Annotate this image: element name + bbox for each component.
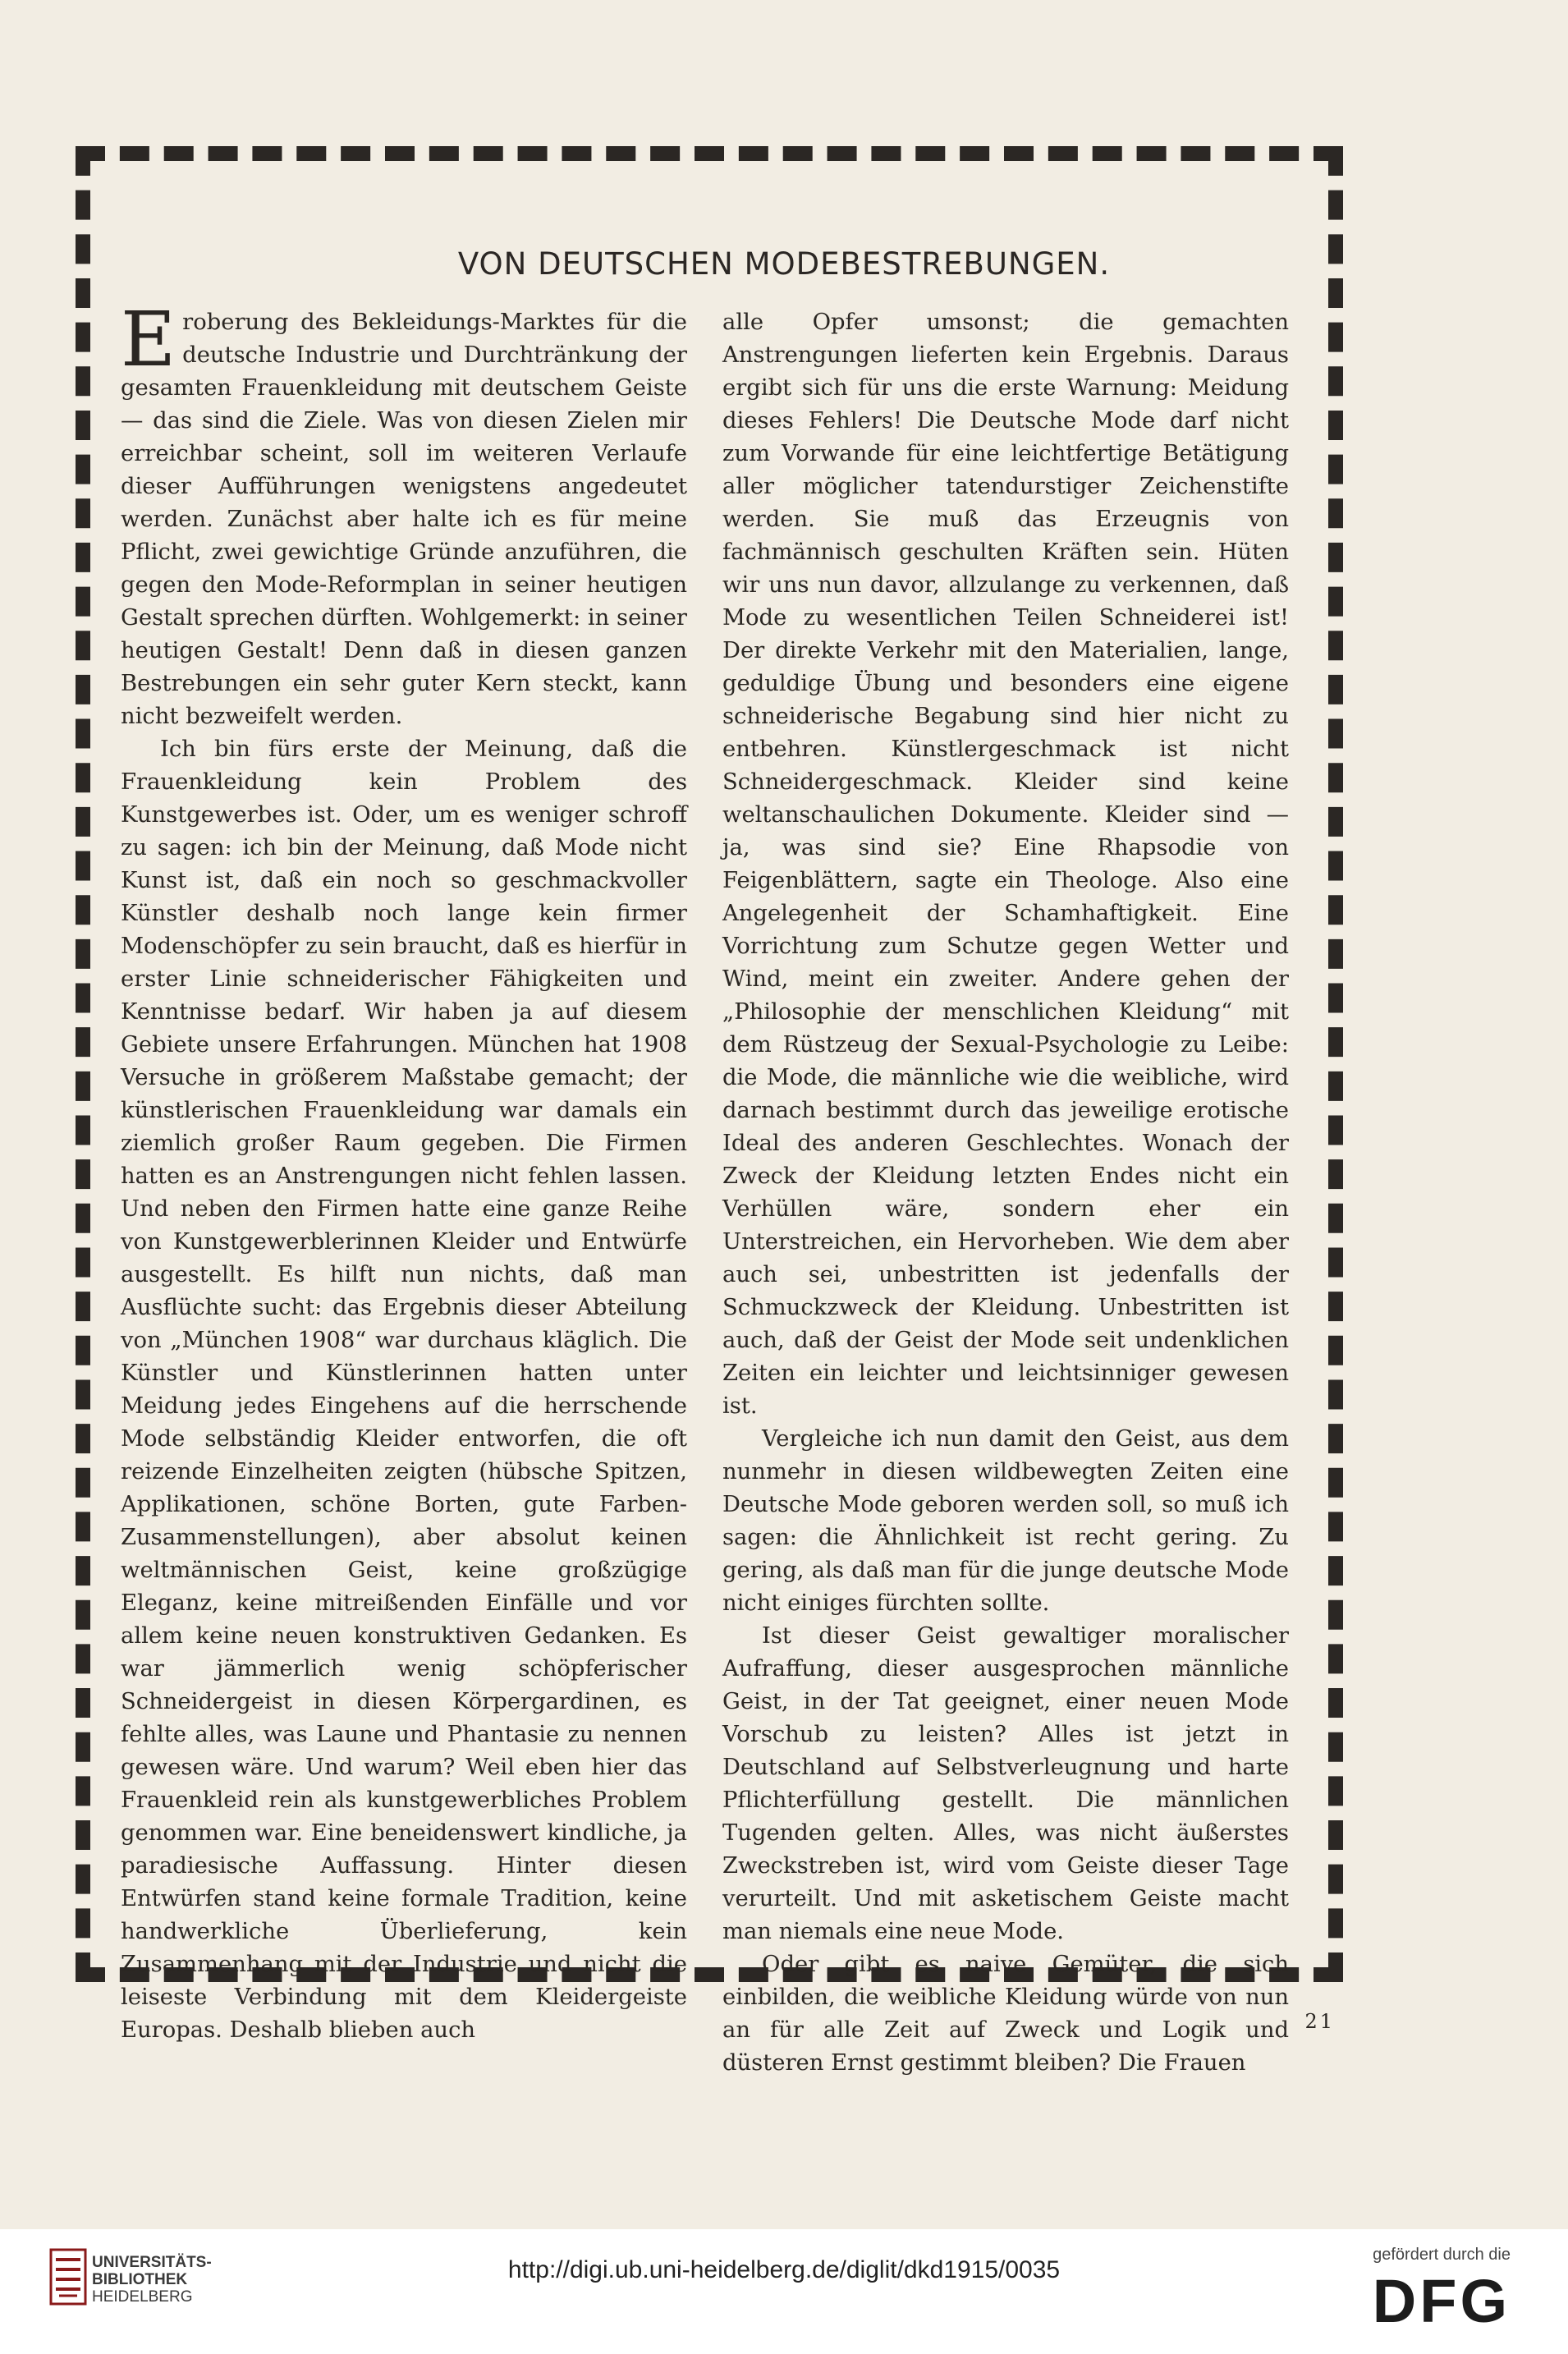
page-number: 21 [1304, 2010, 1335, 2033]
footer-bar [0, 2229, 1568, 2354]
funder-text: gefördert durch die [1373, 2246, 1511, 2264]
library-name-line: BIBLIOTHEK [92, 2271, 188, 2288]
document-url-link[interactable]: http://digi.ub.uni-heidelberg.de/diglit/dkd1915/0035 [507, 2256, 1061, 2283]
paragraph: Ist dieser Geist gewaltiger moralischer Aufraffung, dieser ausgesprochen männliche Geist, in der Tat geeignet, einer neuen Mode Vorschub zu leisten? Alles ist jetzt in Deutschland auf Selbstverleugnung und harte Pflichterfüllung gestellt. Die männlichen Tugenden gelten. Alles, was nicht äußerstes Zweckstreben ist, wird vom Geiste dieser Tage verurteilt. Und mit asketischem Geiste macht man niemals eine neue Mode. [722, 1623, 1289, 1944]
library-name-line: UNIVERSITÄTS- [92, 2254, 212, 2271]
paragraph: alle Opfer umsonst; die gemachten Anstrengungen lieferten kein Ergebnis. Daraus ergibt sich für uns die erste Warnung: Meidung dieses Fehlers! Die Deutsche Mode darf nicht zum Vorwande für eine leichtfertige Betätigung aller möglicher tatendurstiger Zeichenstifte werden. Sie muß das Erzeugnis von fachmännisch geschulten Kräften sein. Hüten wir uns nun davor, allzulange zu verkennen, daß Mode zu wesentlichen Teilen Schneiderei ist! Der direkte Verkehr mit den Materialien, lange, geduldige Übung und besonders eine eigene schneiderische Begabung sind hier nicht zu entbehren. Künstlergeschmack ist nicht Schneidergeschmack. Kleider sind keine weltanschaulichen Dokumente. Kleider sind — ja, was sind sie? Eine Rhapsodie von Feigenblättern, sagte ein Theologe. Also eine Angelegenheit der Schamhaftigkeit. Eine Vorrichtung zum Schutze gegen Wetter und Wind, meint ein zweiter. Andere gehen der „Philosophie der menschlichen Kleidung“ mit dem Rüstzeug der Sexual-Psychologie zu Leibe: die Mode, die männliche wie die weibliche, wird darnach bestimmt durch das jeweilige erotische Ideal des anderen Geschlechtes. Wonach der Zweck der Kleidung letzten Endes nicht ein Verhüllen wäre, sondern eher ein Unterstreichen, ein Hervorheben. Wie dem aber auch sei, unbestritten ist jedenfalls der Schmuckzweck der Kleidung. Unbestritten ist auch, daß der Geist der Mode seit undenklichen Zeiten ein leichter und leichtsinniger gewesen ist. [722, 310, 1289, 1419]
paragraph: Eroberung des Bekleidungs-Marktes für die deutsche Industrie und Durchtränkung der gesamten Frauenkleidung mit deutschem Geiste — das sind die Ziele. Was von diesen Zielen mir erreichbar scheint, soll im weiteren Verlaufe dieser Aufführungen wenigstens angedeutet werden. Zunächst aber halte ich es für meine Pflicht, zwei gewichtige Gründe anzuführen, die gegen den Mode-Reformplan in seiner heutigen Gestalt sprechen dürften. Wohlgemerkt: in seiner heutigen Gestalt! Denn daß in diesen ganzen Bestrebungen ein sehr guter Kern steckt, kann nicht bezweifelt werden. [121, 296, 687, 729]
dfg-logo: DFG [1372, 2267, 1511, 2335]
left-column [121, 296, 687, 2047]
paragraph: Oder gibt es naive Gemüter, die sich einbilden, die weibliche Kleidung würde von nun an für alle Zeit auf Zweck und Logik und düsteren Ernst gestimmt bleiben? Die Frauen [722, 1952, 1289, 2076]
paragraph: Ich bin fürs erste der Meinung, daß die Frauenkleidung kein Problem des Kunstgewerbes ist. Oder, um es weniger schroff zu sagen: ich bin der Meinung, daß Mode nicht Kunst ist, daß ein noch so geschmackvoller Künstler deshalb noch lange kein firmer Modenschöpfer zu sein braucht, daß es hierfür in erster Linie schneiderischer Fähigkeiten und Kenntnisse bedarf. Wir haben ja auf diesem Gebiete unsere Erfahrungen. München hat 1908 Versuche in größerem Maßstabe gemacht; der künstlerischen Frauenkleidung war damals ein ziemlich großer Raum gegeben. Die Firmen hatten es an Anstrengungen nicht fehlen lassen. Und neben den Firmen hatte eine ganze Reihe von Kunstgewerblerinnen Kleider und Entwürfe ausgestellt. Es hilft nun nichts, daß man Ausflüchte sucht: das Ergebnis dieser Abteilung von „München 1908“ war durchaus kläglich. Die Künstler und Künstlerinnen hatten unter Meidung jedes Eingehens auf die herrschende Mode selbständig Kleider entworfen, die oft reizende Einzelheiten zeigten (hübsche Spitzen, Applikationen, schöne Borten, gute Farben-Zusammenstellungen), aber absolut keinen weltmännischen Geist, keine großzügige Eleganz, keine mitreißenden Einfälle und vor allem keine neuen konstruktiven Gedanken. Es war jämmerlich wenig schöpferischer Schneidergeist in diesen Körpergardinen, es fehlte alles, was Laune und Phantasie zu nennen gewesen wäre. Und warum? Weil eben hier das Frauenkleid rein als kunstgewerbliches Problem genommen war. Eine beneidenswert kindliche, ja paradiesische Auffassung. Hinter diesen Entwürfen stand keine formale Tradition, keine handwerkliche Überlieferung, kein Zusammenhang mit der Industrie und nicht die leiseste Verbindung mit dem Kleidergeiste Europas. Deshalb blieben auch [121, 736, 687, 2043]
paragraph: Vergleiche ich nun damit den Geist, aus dem nunmehr in diesen wildbewegten Zeiten eine Deutsche Mode geboren werden soll, so muß ich sagen: die Ähnlichkeit ist recht gering. Zu gering, als daß man für die junge deutsche Mode nicht einiges fürchten sollte. [722, 1426, 1289, 1616]
library-name-line: HEIDELBERG [92, 2288, 193, 2306]
right-column [722, 306, 1289, 2080]
article-title: VON DEUTSCHEN MODEBESTREBUNGEN. [457, 246, 1111, 282]
